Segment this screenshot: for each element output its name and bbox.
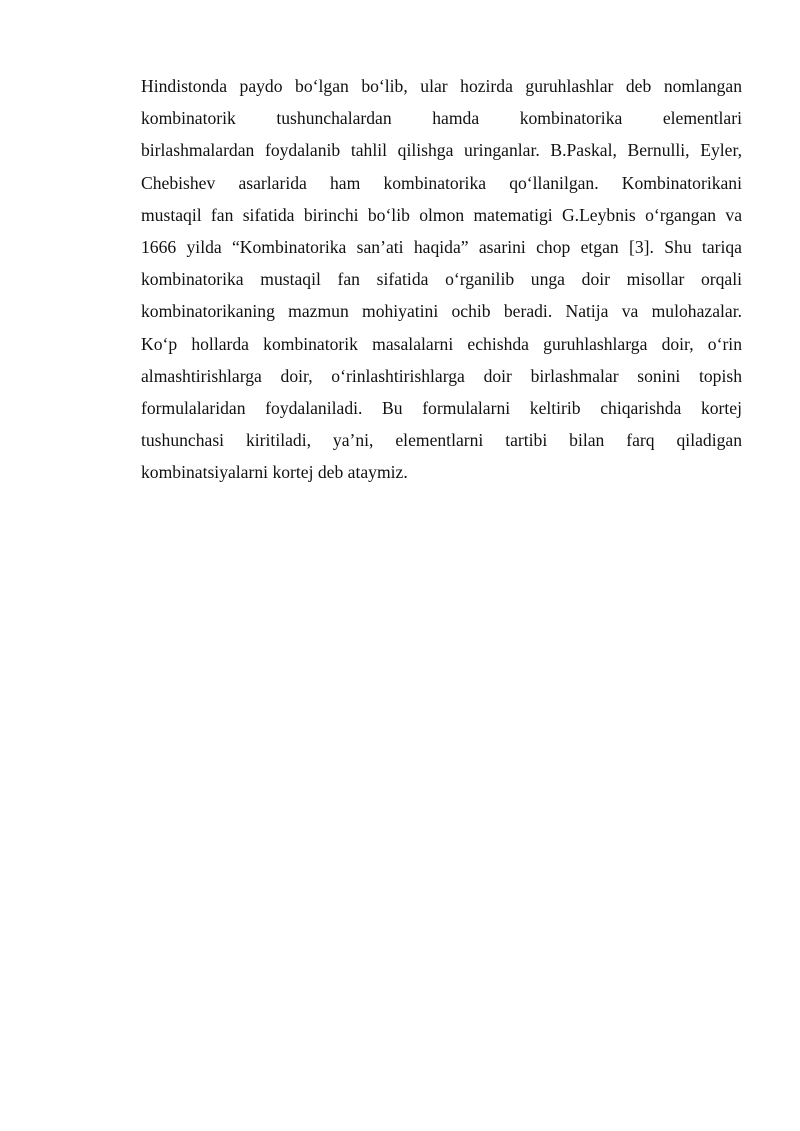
paragraph-line-9: Ko‘p hollarda kombinatorik masalalarni echishda guruhlashlarga doir, o‘rin: [141, 333, 742, 354]
paragraph-line-7: kombinatorika mustaqil fan sifatida o‘rganilib unga doir misollar orqali: [141, 269, 742, 290]
paragraph-line-13: kombinatsiyalarni kortej deb ataymiz.: [141, 462, 408, 483]
paragraph-line-12: tushunchasi kiritiladi, ya’ni, elementlarni tartibi bilan farq qiladigan: [141, 430, 742, 451]
paragraph-line-11: formulalaridan foydalaniladi. Bu formulalarni keltirib chiqarishda kortej: [141, 397, 742, 418]
paragraph-line-3: birlashmalardan foydalanib tahlil qilishga uringanlar. B.Paskal, Bernulli, Eyler,: [141, 140, 742, 161]
paragraph-line-8: kombinatorikaning mazmun mohiyatini ochib beradi. Natija va mulohazalar.: [141, 301, 742, 322]
paragraph-line-4: Chebishev asarlarida ham kombinatorika qo‘llanilgan. Kombinatorikani: [141, 172, 742, 193]
paragraph-line-1: Hindistonda paydo bo‘lgan bo‘lib, ular hozirda guruhlashlar deb nomlangan: [141, 76, 742, 96]
body-paragraph: [141, 70, 742, 488]
paragraph-line-5: mustaqil fan sifatida birinchi bo‘lib olmon matematigi G.Leybnis o‘rgangan va: [141, 204, 742, 225]
paragraph-line-10: almashtirishlarga doir, o‘rinlashtirishlarga doir birlashmalar sonini topish: [141, 365, 742, 386]
paragraph-line-6: 1666 yilda “Kombinatorika san’ati haqida” asarini chop etgan [3]. Shu tariqa: [141, 236, 742, 257]
paragraph-line-2: kombinatorik tushunchalardan hamda kombinatorika elementlari: [141, 108, 742, 129]
